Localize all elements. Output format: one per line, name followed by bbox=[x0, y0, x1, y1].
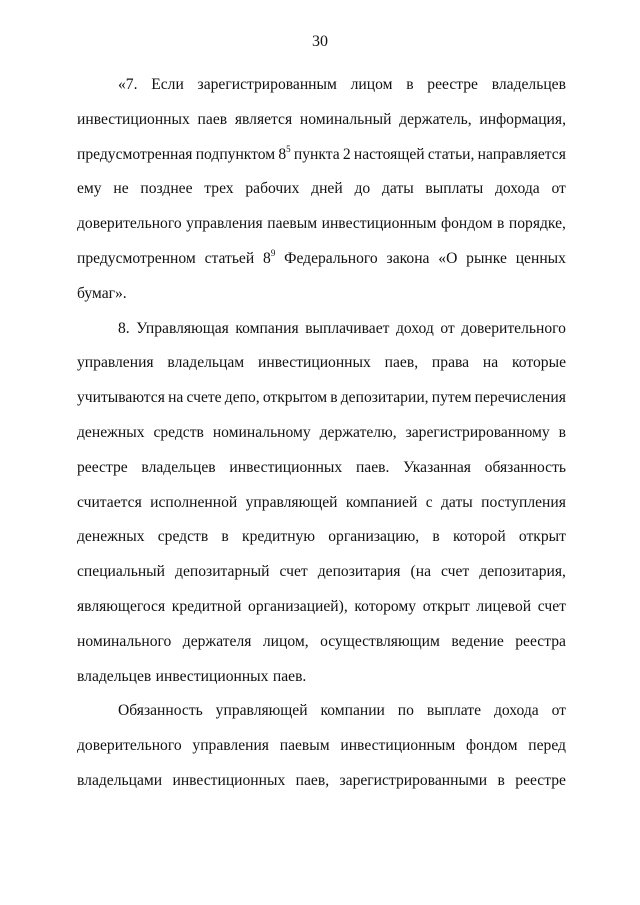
text-line bbox=[77, 277, 566, 312]
word: владельцам bbox=[167, 354, 245, 372]
word: кредитную bbox=[242, 528, 315, 546]
word: дохода bbox=[494, 180, 540, 198]
text-line bbox=[77, 138, 566, 173]
word: организацию, bbox=[328, 528, 420, 546]
word: в bbox=[432, 528, 440, 546]
word: 2 bbox=[342, 145, 351, 163]
word: в bbox=[497, 215, 505, 233]
word: которые bbox=[512, 354, 566, 372]
word: выплачивает bbox=[305, 319, 390, 337]
word: владельцев bbox=[141, 458, 216, 476]
word: Обязанность bbox=[118, 702, 203, 720]
word: трех bbox=[204, 180, 234, 198]
text-line bbox=[77, 416, 566, 451]
word: рабочих bbox=[245, 180, 300, 198]
word: 8. bbox=[118, 319, 130, 337]
text-line bbox=[77, 694, 566, 729]
word: информация, bbox=[479, 110, 566, 128]
word: в bbox=[558, 423, 566, 441]
word: средств bbox=[153, 423, 204, 441]
word: управления bbox=[186, 215, 263, 233]
word: кредитной bbox=[171, 597, 242, 615]
word: реестре bbox=[515, 771, 566, 789]
word: организацией), bbox=[248, 597, 348, 615]
text-line bbox=[77, 381, 566, 416]
word: Если bbox=[151, 76, 184, 93]
word: подпунктом bbox=[195, 145, 276, 163]
word: $8^9$ bbox=[263, 247, 276, 267]
word: исполненной bbox=[150, 493, 238, 511]
word: денежных bbox=[77, 528, 145, 546]
word: в bbox=[221, 528, 229, 546]
text-line bbox=[77, 590, 566, 625]
paragraph-obligation bbox=[77, 694, 566, 798]
word: ведение bbox=[451, 632, 504, 650]
word: депозитарии, bbox=[340, 389, 429, 407]
document-body bbox=[77, 68, 566, 799]
word: инвестиционным bbox=[321, 215, 437, 233]
word: перед bbox=[528, 737, 566, 755]
word: $8^5$ bbox=[278, 143, 291, 163]
word: является bbox=[234, 110, 293, 128]
word: закона bbox=[386, 249, 430, 267]
word: владельцев bbox=[77, 667, 152, 685]
word: даты bbox=[381, 180, 414, 198]
word: осуществляющим bbox=[320, 632, 440, 650]
word: депозитарный bbox=[175, 563, 270, 581]
word: по bbox=[397, 702, 414, 720]
word: считается bbox=[77, 493, 142, 511]
word: паевым bbox=[279, 737, 330, 755]
word: порядке, bbox=[508, 215, 566, 233]
word: денежных bbox=[77, 423, 145, 441]
word: предусмотренном bbox=[77, 249, 196, 267]
word: зарегистрированному bbox=[405, 423, 550, 441]
page-number: 30 bbox=[312, 33, 328, 50]
paragraph-8 bbox=[77, 312, 566, 695]
text-line bbox=[77, 312, 566, 347]
word: держателя bbox=[182, 632, 252, 650]
text-line bbox=[77, 764, 566, 799]
word: управления bbox=[192, 737, 269, 755]
word: компанией bbox=[345, 493, 418, 511]
word: ценных bbox=[515, 249, 566, 267]
word: номинального bbox=[77, 632, 172, 650]
text-line bbox=[77, 486, 566, 521]
paragraph-7 bbox=[77, 68, 566, 312]
word: (на bbox=[410, 563, 431, 581]
word: управления bbox=[77, 354, 154, 372]
word: в bbox=[497, 771, 505, 789]
word: права bbox=[431, 354, 470, 372]
word: не bbox=[113, 180, 129, 198]
superscript: 9 bbox=[270, 247, 276, 258]
word: на bbox=[482, 354, 499, 372]
word: доход bbox=[395, 319, 434, 337]
word: компания bbox=[235, 319, 299, 337]
word: инвестиционных bbox=[172, 771, 286, 789]
word: доверительного bbox=[77, 215, 182, 233]
word: депо, bbox=[224, 389, 260, 407]
word: направляется bbox=[477, 145, 566, 163]
word: открыт bbox=[518, 528, 566, 546]
word: депозитария bbox=[317, 563, 401, 581]
word: в bbox=[406, 76, 414, 93]
word: обязанность bbox=[484, 458, 566, 476]
word: доверительного bbox=[77, 737, 182, 755]
word: инвестиционных bbox=[229, 458, 343, 476]
word: зарегистрированными bbox=[339, 771, 488, 789]
text-line bbox=[77, 660, 566, 695]
word: владельцами bbox=[77, 771, 163, 789]
word: держателю, bbox=[319, 423, 397, 441]
word: счете bbox=[186, 389, 222, 407]
word: счет bbox=[441, 563, 470, 581]
word: Управляющая bbox=[136, 319, 229, 337]
word: перечисления bbox=[474, 389, 566, 407]
word: открыт bbox=[422, 597, 470, 615]
text-line bbox=[77, 68, 566, 103]
word: паев, bbox=[384, 354, 419, 372]
word: «7. bbox=[118, 76, 138, 93]
word: управляющей bbox=[245, 493, 338, 511]
word: путем bbox=[431, 389, 472, 407]
word: реестре bbox=[77, 458, 128, 476]
word: доверительного bbox=[461, 319, 566, 337]
word: статьи, bbox=[427, 145, 475, 163]
word: Федерального bbox=[284, 249, 378, 267]
word: на bbox=[168, 389, 184, 407]
word: фондом bbox=[465, 737, 518, 755]
word: статьей bbox=[204, 249, 255, 267]
word: ему bbox=[77, 180, 102, 198]
word: «О bbox=[438, 249, 458, 267]
word: реестре bbox=[427, 76, 478, 93]
word: держатель, bbox=[399, 110, 472, 128]
word: зарегистрированным bbox=[197, 76, 337, 93]
word: инвестиционным bbox=[340, 737, 456, 755]
word: пункта bbox=[293, 145, 340, 163]
word: реестра bbox=[515, 632, 566, 650]
word: управляющей bbox=[215, 702, 308, 720]
word: лицевой bbox=[476, 597, 532, 615]
superscript: 5 bbox=[286, 143, 291, 154]
text-line bbox=[77, 625, 566, 660]
word: до bbox=[354, 180, 371, 198]
word: которой bbox=[452, 528, 506, 546]
text-line bbox=[77, 103, 566, 138]
word: номинальный bbox=[299, 110, 392, 128]
word: паев. bbox=[272, 667, 307, 685]
word: учитываются bbox=[77, 389, 165, 407]
word: паев. bbox=[355, 458, 390, 476]
word: открытом bbox=[262, 389, 328, 407]
word: инвестиционных bbox=[155, 667, 269, 685]
word: лицом bbox=[350, 76, 393, 93]
word: владельцев bbox=[491, 76, 566, 93]
text-line bbox=[77, 520, 566, 555]
word: специальный bbox=[77, 563, 165, 581]
word: от bbox=[551, 180, 566, 198]
word: поступления bbox=[481, 493, 566, 511]
word: паев, bbox=[295, 771, 330, 789]
word: от bbox=[440, 319, 455, 337]
word: предусмотренная bbox=[77, 145, 193, 163]
word: даты bbox=[441, 493, 473, 511]
word: настоящей bbox=[353, 145, 425, 163]
text-line bbox=[77, 346, 566, 381]
word: фондом bbox=[440, 215, 493, 233]
word: рынке bbox=[466, 249, 507, 267]
word: выплате bbox=[426, 702, 482, 720]
text-line bbox=[77, 729, 566, 764]
word: которому bbox=[354, 597, 417, 615]
word: Указанная bbox=[403, 458, 471, 476]
word: средств bbox=[157, 528, 209, 546]
word: паевым bbox=[267, 215, 318, 233]
word: инвестиционных bbox=[258, 354, 371, 372]
word: являющегося bbox=[77, 597, 166, 615]
word: счет bbox=[537, 597, 566, 615]
word: выплаты bbox=[425, 180, 484, 198]
word: позднее bbox=[140, 180, 193, 198]
word: от bbox=[551, 702, 566, 720]
word: номинальному bbox=[212, 423, 311, 441]
word: бумаг». bbox=[77, 284, 127, 302]
text-line bbox=[77, 172, 566, 207]
word: компании bbox=[320, 702, 385, 720]
text-line bbox=[77, 555, 566, 590]
word: паев bbox=[197, 110, 228, 128]
word: с bbox=[425, 493, 433, 511]
word: инвестиционных bbox=[77, 110, 190, 128]
text-line bbox=[77, 451, 566, 486]
word: депозитария, bbox=[479, 563, 566, 581]
word: дохода bbox=[493, 702, 539, 720]
word: дней bbox=[311, 180, 343, 198]
word: в bbox=[330, 389, 338, 407]
text-line bbox=[77, 207, 566, 242]
word: лицом, bbox=[262, 632, 309, 650]
word: счет bbox=[279, 563, 308, 581]
text-line bbox=[77, 242, 566, 277]
